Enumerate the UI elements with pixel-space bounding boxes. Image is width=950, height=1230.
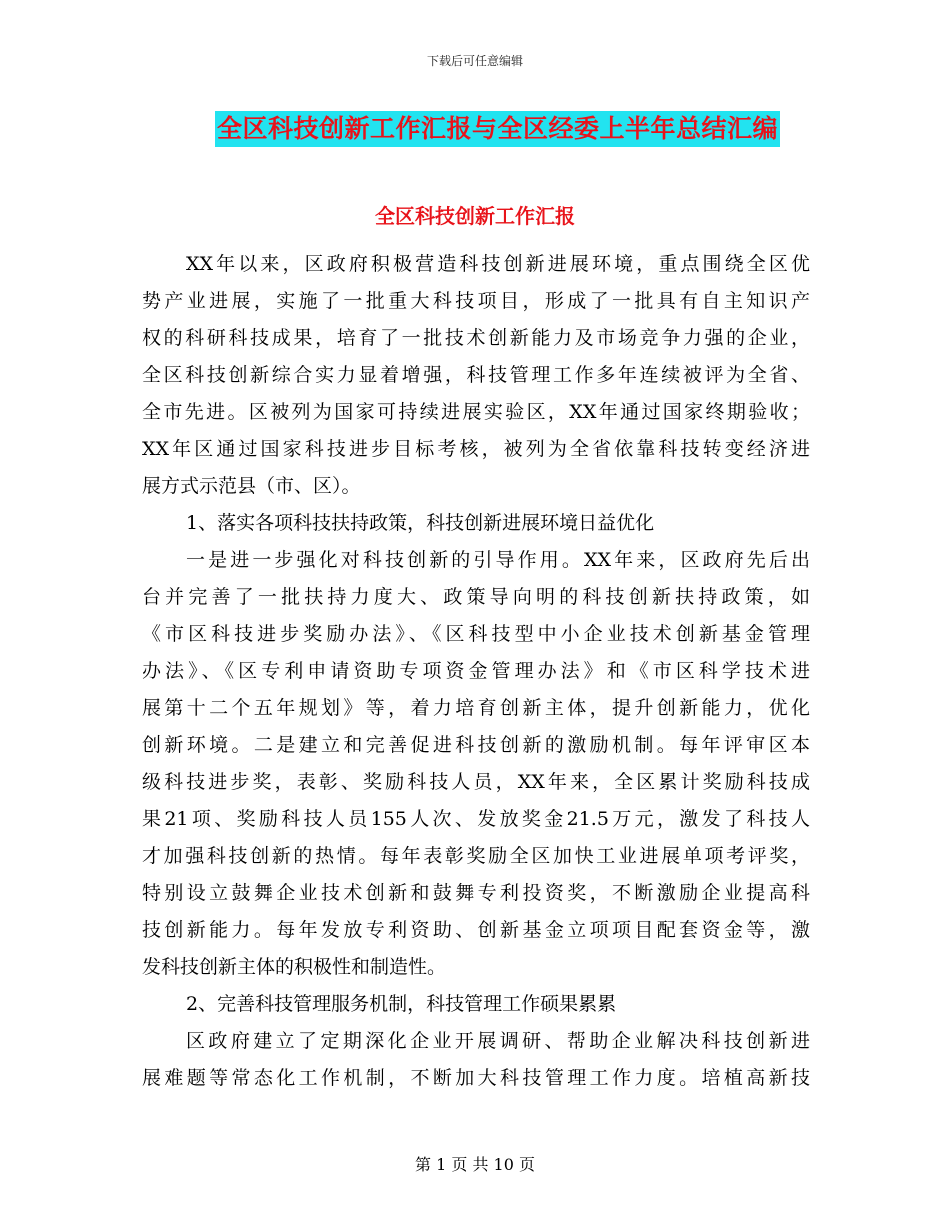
document-body [142, 246, 810, 1097]
paragraph-line: 果21项、奖励科技人员155人次、发放奖金21.5万元，激发了科技人 [142, 808, 810, 830]
section-heading: 1、落实各项科技扶持政策，科技创新进展环境日益优化 [186, 512, 655, 534]
paragraph-line: 展难题等常态化工作机制，不断加大科技管理工作力度。培植高新技 [142, 1067, 810, 1089]
paragraph-line: 台并完善了一批扶持力度大、政策导向明的科技创新扶持政策，如 [142, 586, 810, 608]
paragraph-line: 级科技进步奖，表彰、奖励科技人员，XX年来，全区累计奖励科技成 [142, 771, 810, 793]
paragraph-line: 展第十二个五年规划》等，着力培育创新主体，提升创新能力，优化 [142, 697, 810, 719]
paragraph-line: 办法》、《区专利申请资助专项资金管理办法》和《市区科学技术进 [142, 660, 810, 682]
paragraph-line: 才加强科技创新的热情。每年表彰奖励全区加快工业进展单项考评奖， [142, 845, 810, 867]
header-note: 下载后可任意编辑 [426, 54, 523, 68]
paragraph-line: 势产业进展，实施了一批重大科技项目，形成了一批具有自主知识产 [142, 290, 810, 312]
paragraph-line: 全市先进。区被列为国家可持续进展实验区，XX年通过国家终期验收； [142, 401, 810, 423]
paragraph-line: XX年以来，区政府积极营造科技创新进展环境，重点围绕全区优 [186, 253, 810, 275]
paragraph-line: 一是进一步强化对科技创新的引导作用。XX年来，区政府先后出 [186, 549, 810, 571]
paragraph-line: 展方式示范县（市、区）。 [142, 475, 361, 497]
main-title: 全区科技创新工作汇报与全区经委上半年总结汇编 [215, 111, 780, 147]
section-title: 全区科技创新工作汇报 [375, 204, 575, 228]
paragraph-line: 《市区科技进步奖励办法》、《区科技型中小企业技术创新基金管理 [142, 623, 810, 645]
paragraph-line: 区政府建立了定期深化企业开展调研、帮助企业解决科技创新进 [186, 1030, 810, 1052]
main-title-container [0, 111, 950, 147]
paragraph-line: 全区科技创新综合实力显着增强，科技管理工作多年连续被评为全省、 [142, 364, 810, 386]
section-heading: 2、完善科技管理服务机制，科技管理工作硕果累累 [186, 993, 617, 1015]
paragraph-line: 技创新能力。每年发放专利资助、创新基金立项项目配套资金等，激 [142, 919, 810, 941]
paragraph-line: 特别设立鼓舞企业技术创新和鼓舞专利投资奖，不断激励企业提高科 [142, 882, 810, 904]
paragraph-line: 发科技创新主体的积极性和制造性。 [142, 956, 447, 978]
paragraph-line: XX年区通过国家科技进步目标考核，被列为全省依靠科技转变经济进 [142, 438, 810, 460]
paragraph-line: 创新环境。二是建立和完善促进科技创新的激励机制。每年评审区本 [142, 734, 810, 756]
paragraph-line: 权的科研科技成果，培育了一批技术创新能力及市场竞争力强的企业， [142, 327, 810, 349]
page-footer: 第 1 页 共 10 页 [415, 1155, 535, 1174]
